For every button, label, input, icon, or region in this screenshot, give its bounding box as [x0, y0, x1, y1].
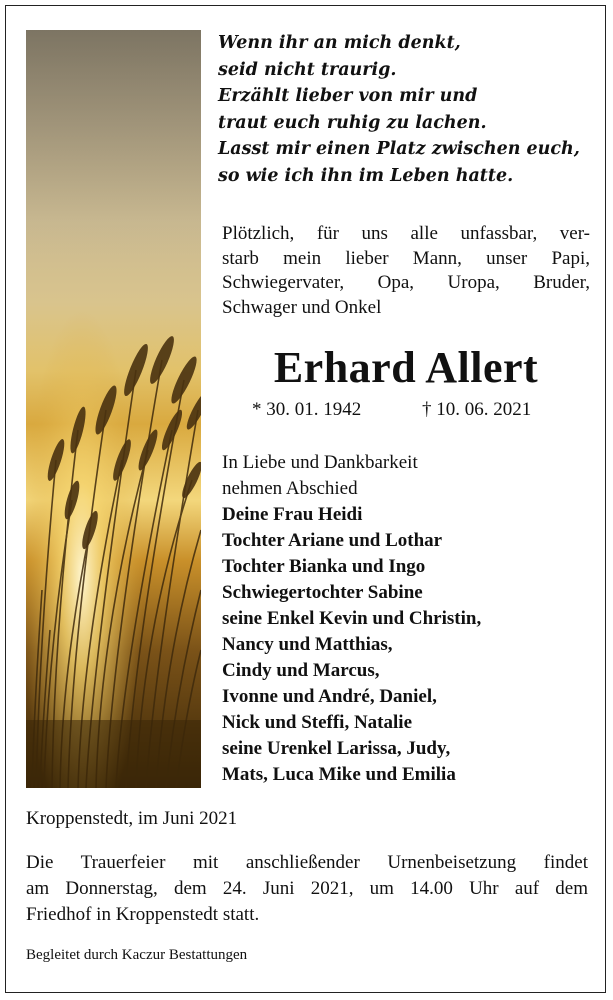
mourner-entry: Tochter Bianka und Ingo — [222, 556, 426, 577]
mourner-entry: Schwiegertochter Sabine — [222, 582, 423, 603]
mourner-entry: seine Urenkel Larissa, Judy, — [222, 738, 451, 759]
poem-line: traut euch ruhig zu lachen. — [218, 112, 487, 133]
funeral-info-line: Friedhof in Kroppenstedt statt. — [26, 904, 260, 925]
poem-line: Erzählt lieber von mir und — [218, 86, 478, 106]
birth-date: * 30. 01. 1942 — [252, 399, 362, 420]
reed-silhouette-image — [26, 30, 201, 788]
funeral-info-line: am Donnerstag, dem 24. Juni 2021, um 14.00 Uhr auf dem — [26, 878, 588, 899]
poem-line: Lasst mir einen Platz zwischen euch, — [218, 139, 580, 159]
mourner-entry: seine Enkel Kevin und Christin, — [222, 608, 482, 629]
mourner-entry: Nancy und Matthias, — [222, 634, 393, 655]
announcement-line: Plötzlich, für uns alle unfassbar, ver- — [222, 223, 590, 244]
mourner-entry: Tochter Ariane und Lothar — [222, 530, 443, 551]
mourners-list — [222, 450, 592, 788]
funeral-info — [26, 850, 588, 928]
mourner-entry: Nick und Steffi, Natalie — [222, 712, 412, 733]
mourner-entry: Cindy und Marcus, — [222, 660, 380, 681]
deceased-name: Erhard Allert — [273, 343, 539, 392]
reed-sunset-photo — [26, 30, 201, 788]
poem-line: so wie ich ihn im Leben hatte. — [218, 165, 514, 186]
announcement-line: starb mein lieber Mann, unser Papi, — [222, 247, 590, 269]
funeral-info-line: Die Trauerfeier mit anschließender Urnenbeisetzung findet — [26, 852, 588, 873]
death-announcement — [222, 222, 590, 320]
undertaker-credit: Begleitet durch Kaczur Bestattungen — [26, 947, 248, 963]
poem-line: seid nicht traurig. — [218, 59, 397, 80]
mourner-entry: Mats, Luca Mike und Emilia — [222, 764, 456, 785]
mourners-intro-line: nehmen Abschied — [222, 478, 358, 499]
announcement-line: Schwager und Onkel — [222, 296, 382, 318]
mourner-entry: Deine Frau Heidi — [222, 504, 363, 525]
poem-line: Wenn ihr an mich denkt, — [218, 33, 461, 53]
place-and-date: Kroppenstedt, im Juni 2021 — [26, 808, 238, 829]
mourner-entry: Ivonne und André, Daniel, — [222, 686, 437, 707]
poem — [218, 30, 598, 189]
mourners-intro-line: In Liebe und Dankbarkeit — [222, 452, 418, 473]
announcement-line: Schwiegervater, Opa, Uropa, Bruder, — [222, 272, 590, 293]
death-date: † 10. 06. 2021 — [422, 399, 532, 420]
